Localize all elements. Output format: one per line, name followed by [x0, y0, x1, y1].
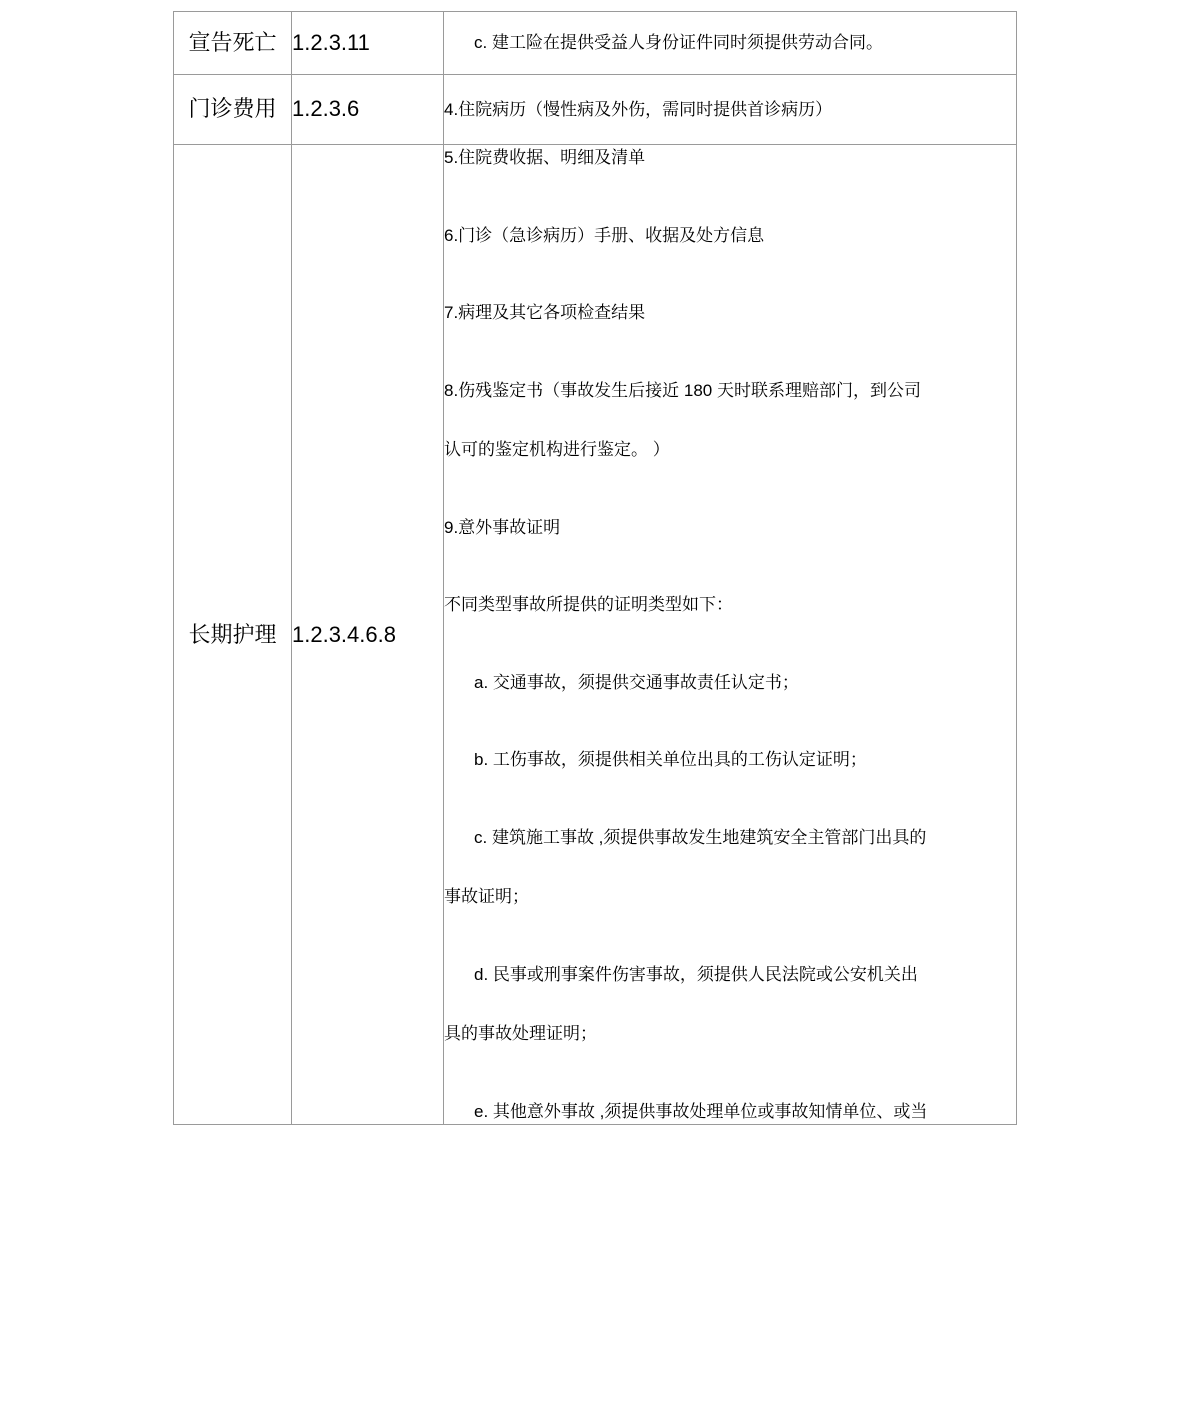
claim-requirements-table — [173, 11, 1017, 1125]
requirement-paragraph: b. 工伤事故，须提供相关单位出具的工伤认定证明； — [474, 750, 867, 769]
requirement-paragraph: 9.意外事故证明 — [444, 517, 561, 537]
table-row — [174, 145, 1017, 1125]
requirement-paragraph: c. 建筑施工事故 ,须提供事故发生地建筑安全主管部门出具的 — [474, 827, 927, 847]
requirement-paragraph-continuation: 认可的鉴定机构进行鉴定。 ） — [444, 440, 670, 459]
requirement-paragraph: 7.病理及其它各项检查结果 — [444, 303, 646, 322]
requirement-paragraph: 5.住院费收据、明细及清单 — [444, 148, 646, 167]
benefit-code-cell: 1.2.3.6 — [292, 74, 444, 145]
table-row — [174, 12, 1017, 75]
requirement-paragraph: e. 其他意外事故 ,须提供事故处理单位或事故知情单位、或当 — [474, 1101, 928, 1121]
requirement-paragraph: a. 交通事故，须提供交通事故责任认定书； — [474, 672, 799, 692]
requirements-cell — [444, 145, 1017, 1125]
benefit-code-cell: 1.2.3.4.6.8 — [292, 145, 444, 1125]
table-row — [174, 74, 1017, 145]
requirement-paragraph-continuation: 具的事故处理证明； — [444, 1024, 597, 1043]
benefit-code-cell: 1.2.3.11 — [292, 12, 444, 75]
benefit-name-cell: 长期护理 — [174, 145, 292, 1125]
requirement-paragraph: 6.门诊（急诊病历）手册、收据及处方信息 — [444, 225, 765, 245]
requirement-paragraph: c. 建工险在提供受益人身份证件同时须提供劳动合同。 — [474, 33, 883, 52]
benefit-name-cell: 宣告死亡 — [174, 12, 292, 75]
requirement-paragraph-continuation: 事故证明； — [444, 887, 529, 906]
requirement-paragraph: 不同类型事故所提供的证明类型如下： — [444, 595, 733, 614]
requirements-cell — [444, 12, 1017, 75]
requirements-cell — [444, 74, 1017, 145]
requirement-paragraph: d. 民事或刑事案件伤害事故，须提供人民法院或公安机关出 — [474, 964, 918, 984]
benefit-name-cell: 门诊费用 — [174, 74, 292, 145]
requirement-paragraph: 4.住院病历（慢性病及外伤，需同时提供首诊病历） — [444, 99, 833, 119]
requirement-paragraph: 8.伤残鉴定书（事故发生后接近 180 天时联系理赔部门，到公司 — [444, 380, 921, 400]
